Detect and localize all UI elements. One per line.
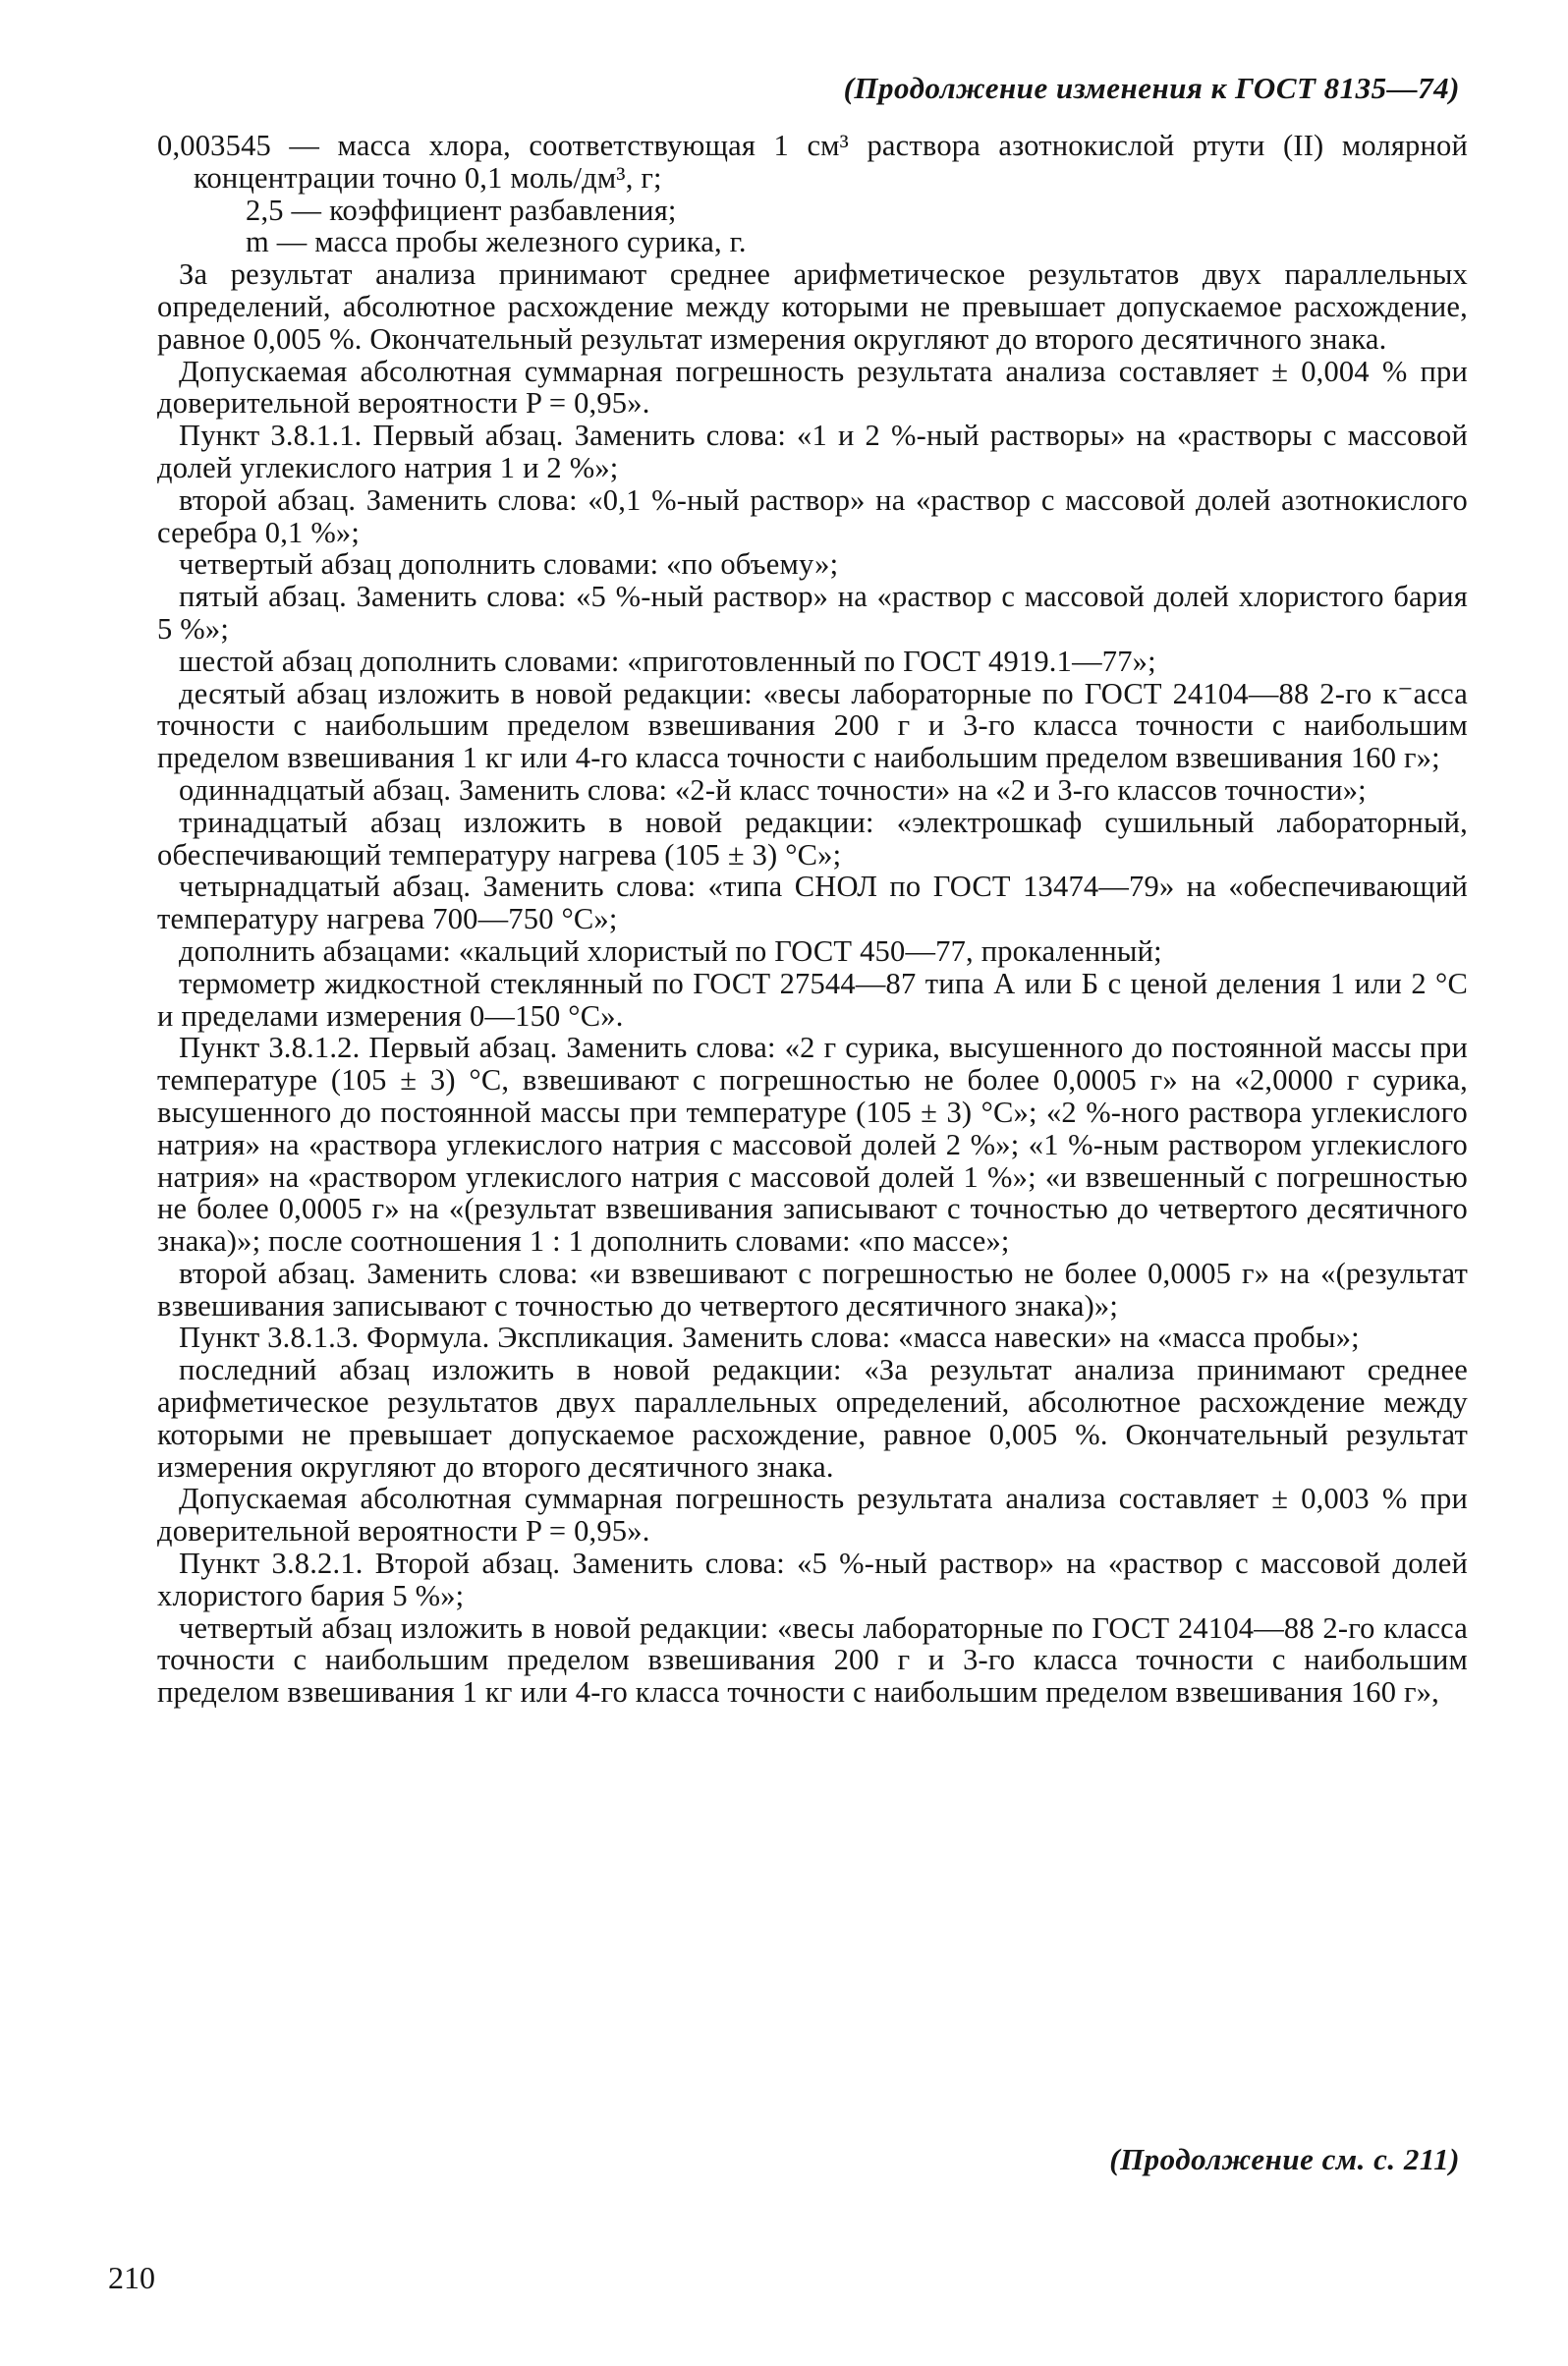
paragraph: Пункт 3.8.1.2. Первый абзац. Заменить слова: «2 г сурика, высушенного до постоянной массы при температуре (105 ± 3) °С, взвешивают с погрешностью не более 0,0005 г» на «2,0000 г сурика, высушенного до постоянной массы при температуре (105 ± 3) °С»; «2 %-ного раствора углекислого натрия» на «раствора углекислого натрия с массовой долей 2 %»; «1 %-ным раствором углекислого натрия» на «раствором углекислого натрия с массовой долей 1 %»; «и взвешенный с погрешностью не более 0,0005 г» на «(результат взвешивания записывают с точностью до четвертого десятичного знака)»; после соотношения 1 : 1 дополнить словами: «по массе»; (157, 1031, 1468, 1259)
document-body (157, 130, 1468, 1709)
paragraph: 2,5 — коэффициент разбавления; (246, 193, 677, 227)
paragraph: Допускаемая абсолютная суммарная погрешность результата анализа составляет ± 0,003 % при доверительной вероятности P = 0,95». (157, 1482, 1468, 1549)
paragraph: шестой абзац дополнить словами: «приготовленный по ГОСТ 4919.1—77»; (179, 644, 1156, 678)
paragraph: 0,003545 — масса хлора, соответствующая 1 см³ раствора азотнокислой ртути (II) молярной концентрации точно 0,1 моль/дм³, г; (157, 129, 1468, 195)
paragraph: четвертый абзац изложить в новой редакции: «весы лабораторные по ГОСТ 24104—88 2-го класса точности с наибольшим пределом взвешивания 200 г и 3-го класса точности с наибольшим пределом взвешивания 1 кг или 4-го класса точности с наибольшим пределом взвешивания 160 г», (157, 1610, 1468, 1710)
paragraph: четырнадцатый абзац. Заменить слова: «типа СНОЛ по ГОСТ 13474—79» на «обеспечивающий температуру нагрева 700—750 °С»; (157, 870, 1468, 936)
paragraph: четвертый абзац дополнить словами: «по объему»; (179, 547, 839, 582)
paragraph: пятый абзац. Заменить слова: «5 %-ный раствор» на «раствор с массовой долей хлористого бария 5 %»; (157, 580, 1468, 646)
paragraph: За результат анализа принимают среднее арифметическое результатов двух параллельных определений, абсолютное расхождение между которыми не превышает допускаемое расхождение, равное 0,005 %. Окончательный результат измерения округляют до второго десятичного знака. (157, 257, 1468, 356)
paragraph: Допускаемая абсолютная суммарная погрешность результата анализа составляет ± 0,004 % при доверительной вероятности P = 0,95». (157, 354, 1468, 421)
paragraph: Пункт 3.8.1.1. Первый абзац. Заменить слова: «1 и 2 %-ный растворы» на «растворы с массовой долей углекислого натрия 1 и 2 %»; (157, 419, 1468, 484)
paragraph: тринадцатый абзац изложить в новой редакции: «электрошкаф сушильный лабораторный, обеспечивающий температуру нагрева (105 ± 3) °С»; (157, 805, 1468, 872)
continuation-note: (Продолжение см. с. 211) (1109, 2142, 1460, 2176)
paragraph: последний абзац изложить в новой редакции: «За результат анализа принимают среднее арифметическое результатов двух параллельных определений, абсолютное расхождение между которыми не превышает допускаемое расхождение, равное 0,005 %. Окончательный результат измерения округляют до второго десятичного знака. (157, 1353, 1468, 1484)
page-number: 210 (108, 2260, 155, 2295)
paragraph: Пункт 3.8.2.1. Второй абзац. Заменить слова: «5 %-ный раствор» на «раствор с массовой долей хлористого бария 5 %»; (157, 1547, 1468, 1612)
running-header: (Продолжение изменения к ГОСТ 8135—74) (843, 71, 1460, 105)
paragraph: Пункт 3.8.1.3. Формула. Экспликация. Заменить слова: «масса навески» на «масса пробы»; (179, 1321, 1360, 1355)
paragraph: второй абзац. Заменить слова: «и взвешивают с погрешностью не более 0,0005 г» на «(результат взвешивания записывают с точностью до четвертого десятичного знака)»; (157, 1256, 1468, 1323)
paragraph: дополнить абзацами: «кальций хлористый по ГОСТ 450—77, прокаленный; (179, 933, 1162, 968)
paragraph: второй абзац. Заменить слова: «0,1 %-ный раствор» на «раствор с массовой долей азотнокислого серебра 0,1 %»; (157, 482, 1468, 549)
paragraph: термометр жидкостной стеклянный по ГОСТ 27544—87 типа А или Б с ценой деления 1 или 2 °С и пределами измерения 0—150 °С». (157, 966, 1468, 1033)
paragraph: десятый абзац изложить в новой редакции: «весы лабораторные по ГОСТ 24104—88 2-го к⁻асса точности с наибольшим пределом взвешивания 200 г и 3-го класса точности с наибольшим пределом взвешивания 1 кг или 4-го класса точности с наибольшим пределом взвешивания 160 г»; (157, 676, 1468, 775)
paragraph: m — масса пробы железного сурика, г. (246, 225, 747, 259)
paragraph: одиннадцатый абзац. Заменить слова: «2-й класс точности» на «2 и 3-го классов точности»; (179, 772, 1367, 807)
